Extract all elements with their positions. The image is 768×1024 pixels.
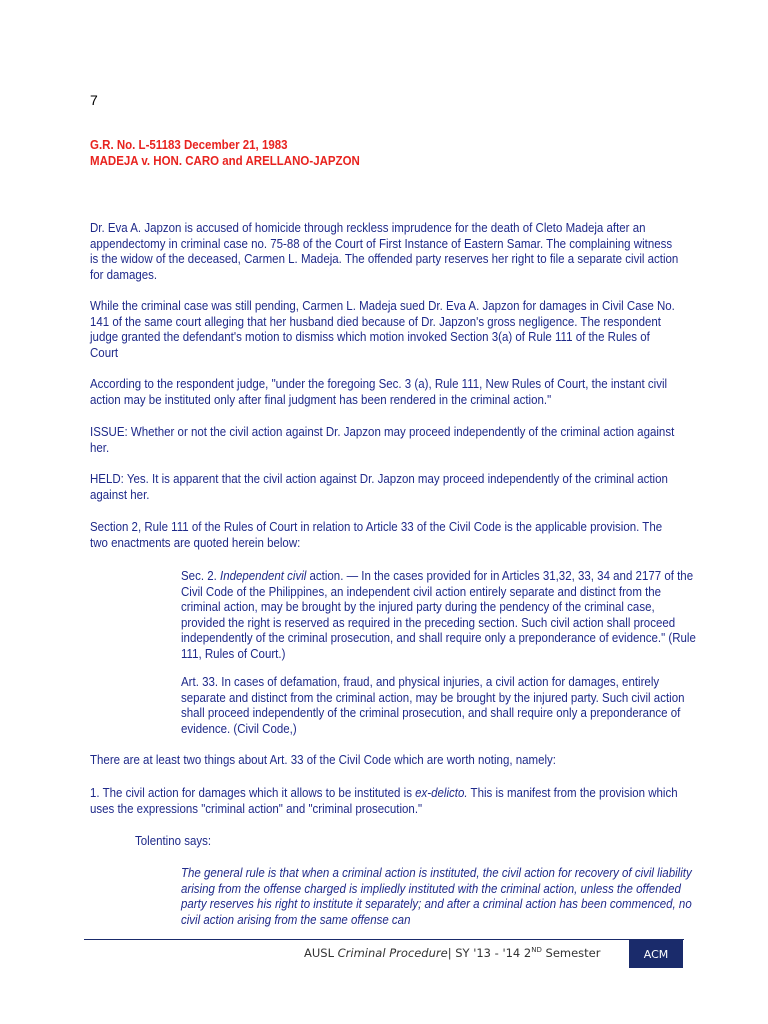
footer-subject: Criminal Procedure [337,946,448,960]
paragraph-issue: ISSUE: Whether or not the civil action against Dr. Japzon may proceed independently of the criminal action against her. [90,425,675,455]
paragraph-applicable-provision: Section 2, Rule 111 of the Rules of Court in relation to Article 33 of the Civil Code is the applicable provision. The two enactments are quoted herein below: [90,520,663,550]
quote1-rest: action. — In the cases provided for in Articles 31,32, 33, 34 and 2177 of the Civil Code of the Philippines, an independent civil action entirely separate and distinct from the criminal action, may be brought by the injured party during the pendency of the criminal case, provided the right is reserved as required in the preceding section. Such civil action shall proceed independently of the criminal prosecution, and shall require only a preponderance of evidence." (Rule 111, Rules of Court.) [181,569,696,661]
footer-divider [84,939,684,940]
paragraph-respondent-judge: According to the respondent judge, "under the foregoing Sec. 3 (a), Rule 111, New Rules of Court, the instant civil action may be instituted only after final judgment has been rendered in the criminal action." [90,377,668,407]
quote-tolentino: The general rule is that when a criminal action is instituted, the civil action for recovery of civil liability arising from the offense charged is impliedly instituted with the criminal action, unless the offended party reserves his right to institute it separately; and after a criminal action has been commenced, no civil action arising from the same offense can [181,866,692,927]
footer-school: AUSL [304,946,338,960]
footer-term-sup: ND [531,946,542,955]
footer-semester: Semester [541,946,601,960]
page-footer [304,946,601,960]
paragraph-civil-case: While the criminal case was still pending, Carmen L. Madeja sued Dr. Eva A. Japzon for damages in Civil Case No. 141 of the same court alleging that her husband died because of Dr. Japzon's gross negligence. The respondent judge granted the defendant's motion to dismiss which motion invoked Section 3(a) of Rule 111 of the Rules of Court [90,299,675,360]
case-citation: G.R. No. L-51183 December 21, 1983 [90,138,288,152]
page-number: 7 [90,92,98,108]
paragraph-held: HELD: Yes. It is apparent that the civil action against Dr. Japzon may proceed independently of the criminal action against her. [90,472,668,502]
paragraph-two-things: There are at least two things about Art. 33 of the Civil Code which are worth noting, namely: [90,753,557,767]
paragraph-ex-delicto [90,786,679,817]
p6-prefix: 1. The civil action for damages which it allows to be instituted is [90,786,416,800]
p6-italic: ex-delicto. [415,786,468,800]
footer-term: | SY '13 - '14 2 [447,946,532,960]
quote1-prefix: Sec. 2. [181,569,220,583]
p6-rest: This is manifest from the provision which uses the expressions "criminal action" and "criminal prosecution." [90,786,678,816]
paragraph-tolentino: Tolentino says: [135,834,212,848]
paragraph-facts: Dr. Eva A. Japzon is accused of homicide through reckless imprudence for the death of Cleto Madeja after an appendectomy in criminal case no. 75-88 of the Court of First Instance of Eastern Samar. The complaining witness is the widow of the deceased, Carmen L. Madeja. The offended party reserves her right to file a separate civil action for damages. [90,221,679,282]
quote1-italic: Independent civil [219,569,307,583]
case-title: MADEJA v. HON. CARO and ARELLANO-JAPZON [90,154,360,168]
quote-rule-111-sec-2 [181,569,696,663]
quote-art-33: Art. 33. In cases of defamation, fraud, and physical injuries, a civil action for damages, entirely separate and distinct from the criminal action, may be brought by the injured party. Such civil action shall proceed independently of the criminal prosecution, and shall require only a preponderance of evidence. (Civil Code,) [181,675,685,736]
case-heading [90,137,642,169]
acm-badge: ACM [629,940,683,968]
